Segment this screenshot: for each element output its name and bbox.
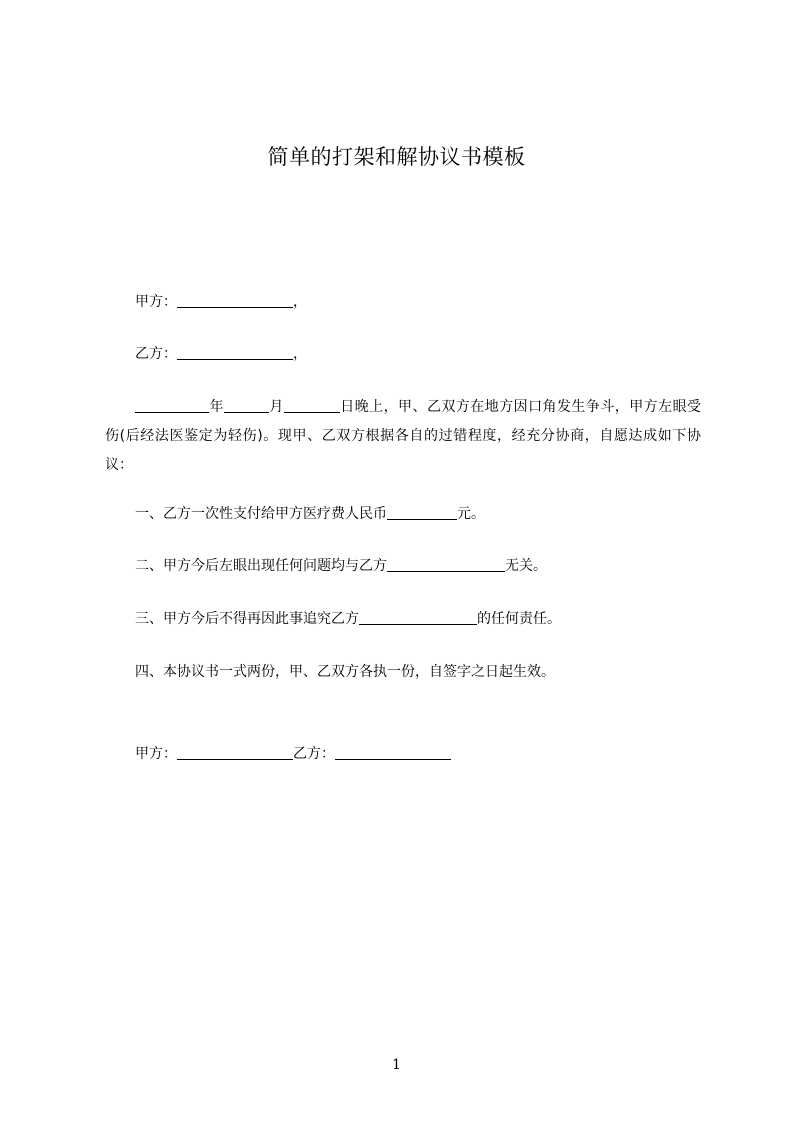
year-blank [135, 398, 209, 413]
party-b-label: 乙方： [135, 346, 177, 362]
party-a-label: 甲方： [135, 294, 177, 310]
month-label: 月 [268, 399, 284, 415]
signature-party-a-label: 甲方： [135, 746, 177, 762]
party-b-line [135, 344, 307, 364]
clause-3-suffix: 的任何责任。 [477, 611, 561, 627]
signature-party-b-blank [335, 745, 451, 760]
clause-2-text: 二、甲方今后左眼出现任何问题均与乙方 [135, 558, 387, 574]
intro-paragraph [105, 393, 701, 480]
clause-1-blank [387, 505, 457, 520]
clause-1 [135, 504, 485, 524]
signature-party-a-blank [177, 745, 293, 760]
document-title: 简单的打架和解协议书模板 [267, 145, 526, 169]
year-label: 年 [209, 399, 224, 415]
signature-party-b-label: 乙方： [293, 746, 335, 762]
day-blank [284, 398, 340, 413]
clause-1-text: 一、乙方一次性支付给甲方医疗费人民币 [135, 506, 387, 522]
clause-2 [135, 556, 547, 576]
party-b-suffix: ， [293, 346, 307, 362]
clause-3-text: 三、甲方今后不得再因此事追究乙方 [135, 611, 359, 627]
intro-text: 日晚上，甲、乙双方在地方因口角发生争斗，甲方左眼受伤(后经法医鉴定为轻伤)。现甲、乙双方根据各自的过错程度，经充分协商，自愿达成如下协议： [105, 399, 702, 473]
clause-2-suffix: 无关。 [505, 558, 547, 574]
month-blank [224, 398, 269, 413]
page-number: 1 [392, 1057, 401, 1073]
signature-line [135, 744, 451, 764]
party-b-blank [177, 345, 293, 360]
clause-1-suffix: 元。 [457, 506, 485, 522]
clause-3-blank [359, 610, 477, 625]
clause-3 [135, 609, 561, 629]
party-a-line [135, 292, 307, 312]
party-a-blank [177, 293, 293, 308]
party-a-suffix: ， [293, 294, 307, 310]
clause-4 [135, 662, 555, 682]
clause-2-blank [387, 557, 505, 572]
clause-4-text: 四、本协议书一式两份，甲、乙双方各执一份，自签字之日起生效。 [135, 664, 555, 680]
